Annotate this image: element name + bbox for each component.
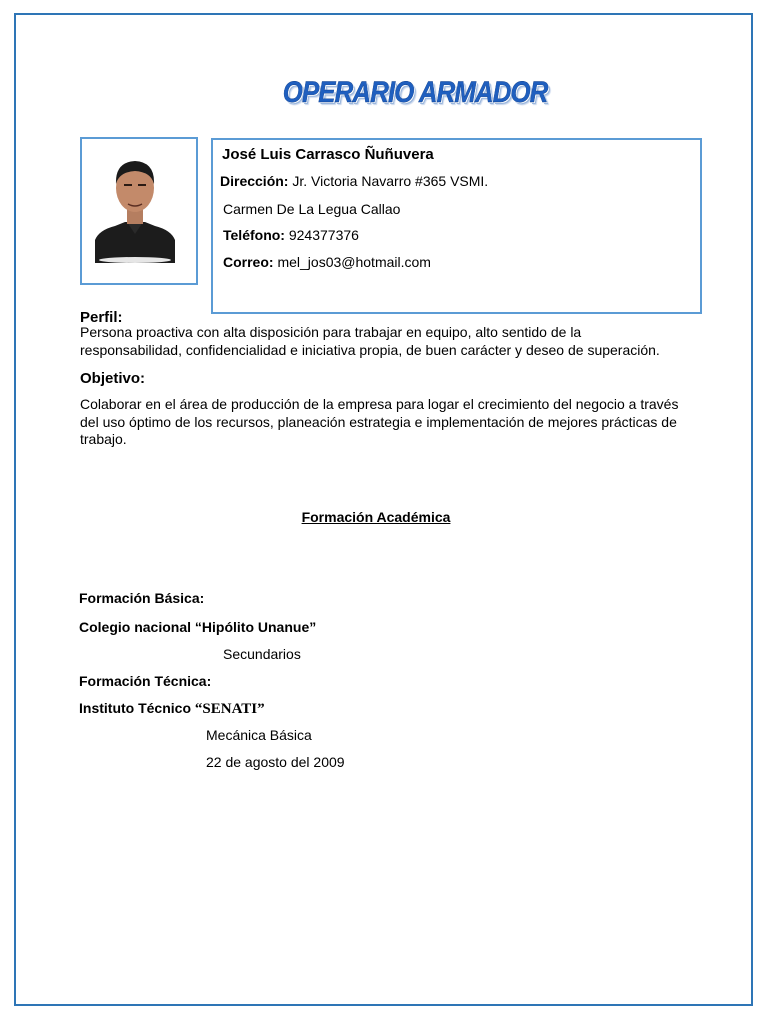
basic-school [79,619,316,635]
objective-line-2: del uso óptimo de los recursos, planeación estrategia e implementación de mejores prácticas de [80,413,677,430]
email-value: mel_jos03@hotmail.com [277,254,431,270]
photo-frame [80,137,198,285]
basic-education-label: Formación Básica: [79,590,205,606]
technical-school [79,700,265,718]
phone-label: Teléfono: [223,227,285,243]
profile-heading: Perfil: [80,309,123,326]
profile-photo [93,148,177,263]
phone-value: 924377376 [288,227,359,243]
address-line-2: Carmen De La Legua Callao [223,201,401,217]
address-value: Jr. Victoria Navarro #365 VSMI. [292,173,489,189]
objective-line-3: trabajo. [80,431,127,447]
profile-text [80,324,705,359]
education-heading: Formación Académica [301,509,451,525]
candidate-name: José Luis Carrasco Ñuñuvera [222,146,434,163]
email-line [223,254,431,270]
technical-education-label: Formación Técnica: [79,673,212,689]
portrait-image [93,148,177,263]
basic-level: Secundarios [223,646,301,662]
address-label: Dirección: [220,173,289,189]
profile-line-1: Persona proactiva con alta disposición para trabajar en equipo, alto sentido de la [80,324,582,340]
address-line-1 [220,173,488,189]
technical-course: Mecánica Básica [206,727,312,743]
technical-school-name: “SENATI” [194,701,265,717]
technical-date: 22 de agosto del 2009 [206,754,345,770]
objective-line-1: Colaborar en el área de producción de la empresa para logar el crecimiento del negocio a través [80,396,679,412]
document-title: OPERARIO ARMADOR [282,76,548,109]
profile-line-2: responsabilidad, confidencialidad e iniciativa propia, de buen carácter y deseo de superación. [80,341,660,358]
basic-school-prefix: Colegio nacional [79,619,195,635]
basic-school-name: “Hipólito Unanue” [194,619,317,635]
objective-heading: Objetivo: [80,370,146,387]
technical-school-prefix: Instituto Técnico [79,700,195,716]
email-label: Correo: [223,254,274,270]
contact-box [211,138,702,314]
objective-text [80,396,705,449]
phone-line [223,227,359,243]
